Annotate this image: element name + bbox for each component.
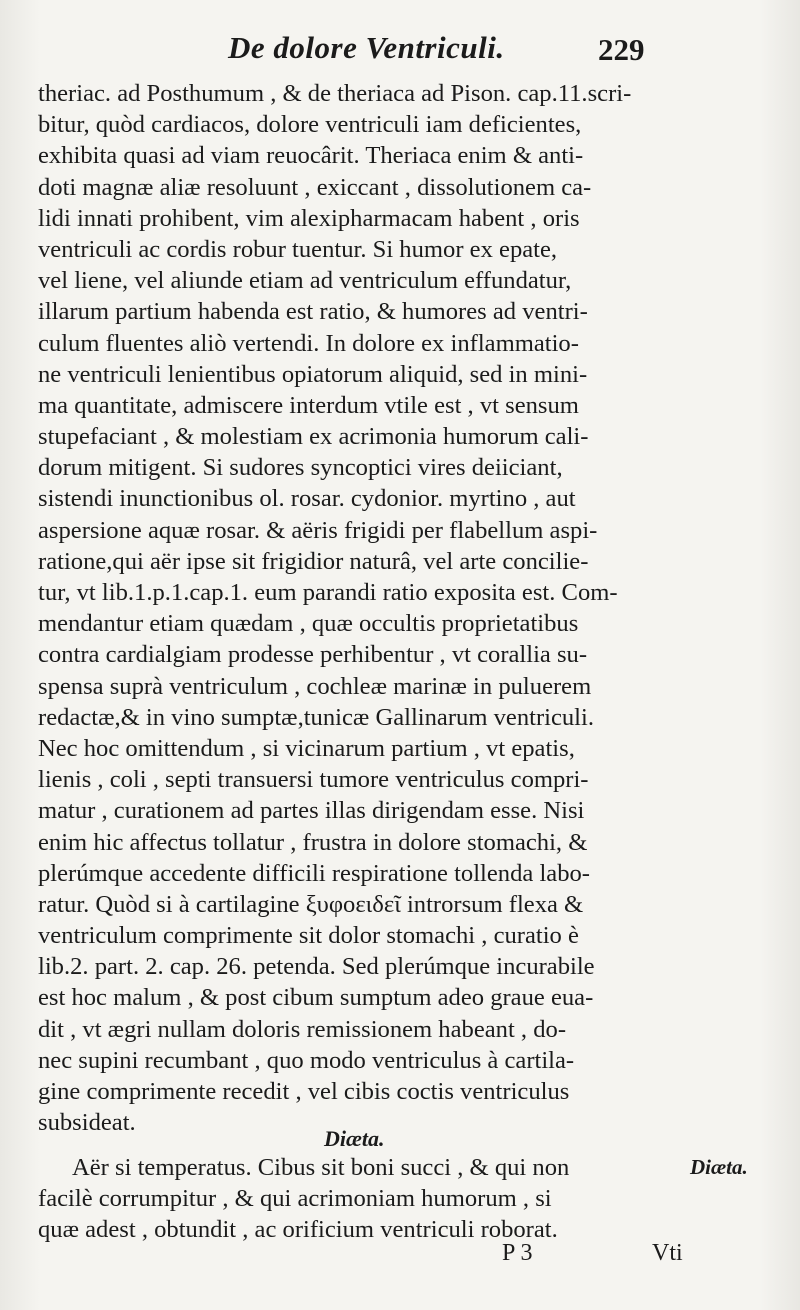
text-line: enim hic affectus tollatur , frustra in dolore stomachi, & [38, 828, 588, 856]
text-line: theriac. ad Posthumum , & de theriaca ad Pison. cap.11.scri- [38, 80, 632, 107]
text-line: ventriculum comprimente sit dolor stomachi , curatio è [38, 922, 579, 950]
text-line: contra cardialgiam prodesse perhibentur , vt corallia su- [38, 641, 588, 669]
text-line: illarum partium habenda est ratio, & humores ad ventri- [38, 298, 588, 326]
text-line: matur , curationem ad partes illas dirigendam esse. Nisi [38, 797, 585, 825]
text-line: bitur, quòd cardiacos, dolore ventriculi iam deficientes, [38, 111, 582, 139]
marginal-note: Diæta. [690, 1155, 748, 1179]
body-text [38, 78, 718, 1138]
text-line: nec supini recumbant , quo modo ventriculus à cartila- [38, 1046, 575, 1074]
text-line: quæ adest , obtundit , ac orificium ventriculi roborat. [38, 1216, 558, 1244]
text-line: lienis , coli , septi transuersi tumore ventriculus compri- [38, 766, 589, 794]
text-line: ne ventriculi lenientibus opiatorum aliquid, sed in mini- [38, 360, 588, 388]
text-line: sistendi inunctionibus ol. rosar. cydonior. myrtino , aut [38, 485, 576, 513]
text-line: Aër si temperatus. Cibus sit boni succi , & qui non [72, 1154, 570, 1181]
text-line: lidi innati prohibent, vim alexipharmacam habent , oris [38, 204, 580, 232]
section-heading: Diæta. [324, 1126, 385, 1151]
text-line: ma quantitate, admiscere interdum vtile est , vt sensum [38, 391, 579, 419]
catchword: Vti [652, 1240, 683, 1266]
text-line: Nec hoc omittendum , si vicinarum partium , vt epatis, [38, 734, 575, 762]
text-line: subsideat. [38, 1109, 136, 1137]
text-line: plerúmque accedente difficili respiratione tollenda labo- [38, 859, 590, 887]
text-line: lib.2. part. 2. cap. 26. petenda. Sed plerúmque incurabile [38, 953, 595, 981]
text-line: dit , vt ægri nullam doloris remissionem habeant , do- [38, 1015, 567, 1043]
text-line: mendantur etiam quædam , quæ occultis proprietatibus [38, 610, 579, 638]
text-line: ratione,qui aër ipse sit frigidior naturâ, vel arte concilie- [38, 547, 589, 575]
diet-section-text [38, 1152, 718, 1246]
signature-mark: P 3 [502, 1240, 533, 1266]
text-line: ratur. Quòd si à cartilagine ξυφοειδεῖ introrsum flexa & [38, 890, 584, 918]
text-line: dorum mitigent. Si sudores syncoptici vires deiiciant, [38, 454, 563, 482]
text-line: aspersione aquæ rosar. & aëris frigidi per flabellum aspi- [38, 516, 598, 544]
text-line: vel liene, vel aliunde etiam ad ventriculum effundatur, [38, 267, 572, 295]
text-line: tur, vt lib.1.p.1.cap.1. eum parandi ratio exposita est. Com- [38, 579, 618, 606]
text-line: culum fluentes aliò vertendi. In dolore ex inflammatio- [38, 329, 579, 357]
text-line: exhibita quasi ad viam reuocârit. Theriaca enim & anti- [38, 142, 584, 170]
text-line: redactæ,& in vino sumptæ,tunicæ Gallinarum ventriculi. [38, 703, 595, 731]
text-line: gine comprimente recedit , vel cibis coctis ventriculus [38, 1078, 570, 1105]
text-line: est hoc malum , & post cibum sumptum adeo graue eua- [38, 984, 594, 1012]
page-number: 229 [598, 32, 645, 67]
page-footer [0, 1238, 800, 1278]
text-line: spensa suprà ventriculum , cochleæ marinæ in puluerem [38, 672, 592, 700]
running-head: De dolore Ventriculi. [228, 30, 505, 65]
text-line: ventriculi ac cordis robur tuentur. Si humor ex epate, [38, 235, 558, 263]
text-line: stupefaciant , & molestiam ex acrimonia humorum cali- [38, 423, 589, 451]
text-line: facilè corrumpitur , & qui acrimoniam humorum , si [38, 1185, 552, 1213]
page-header [0, 26, 800, 76]
text-line: doti magnæ aliæ resoluunt , exiccant , dissolutionem ca- [38, 173, 592, 201]
